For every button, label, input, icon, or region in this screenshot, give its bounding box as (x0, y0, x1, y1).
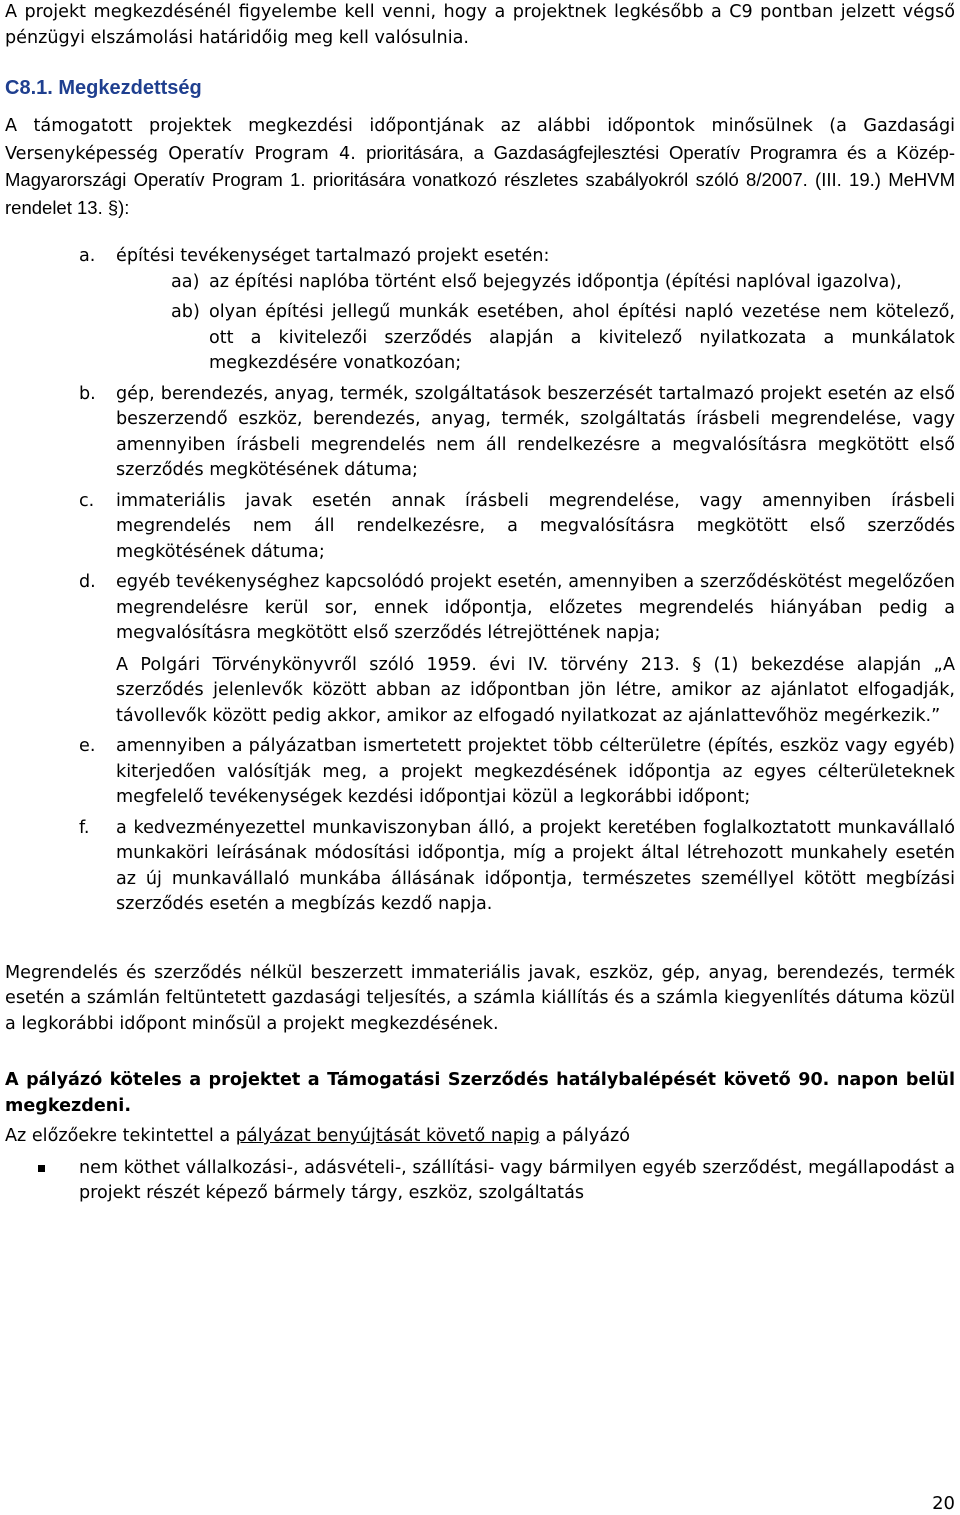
list-marker: e. (79, 736, 96, 756)
list-item-text: amennyiben a pályázatban ismertetett projektet több célterületre (építés, eszköz vagy egyéb) kiterjedően valósítják meg, a projekt megkezdésének időpontja az egyes célterületeknek megfelelő tevékenységek kezdési időpontjai közül a legkorábbi időpont; (116, 736, 955, 807)
bullet-item-text: nem köthet vállalkozási-, adásvételi-, szállítási- vagy bármilyen egyéb szerződést, megállapodást a projekt részét képező bármely tárgy, eszköz, szolgáltatás (79, 1157, 955, 1203)
section-intro-part2: prioritására, a Gazdaságfejlesztési Operatív Programra és a Közép-Magyarországi Operatív Program 1. prioritására vonatkozó részletes szabályokról szóló 8/2007. (III. 19.) MeHVM rendelet 13. §): (5, 141, 956, 218)
section-intro-paragraph (5, 114, 955, 222)
sub-item-aa (5, 270, 955, 296)
document-page (5, 0, 955, 1207)
list-item-d (5, 570, 955, 647)
list-item-text: építési tevékenységet tartalmazó projekt esetén: (116, 246, 550, 266)
restriction-intro-underlined: pályázat benyújtását követő napig (235, 1126, 540, 1146)
list-item-text: egyéb tevékenységhez kapcsolódó projekt esetén, amennyiben a szerződéskötést megelőzően megrendelésre kerül sor, ennek időpontja, előzetes megrendelés hiányában pedig a megvalósításra megkötött első szerződés létrejöttének napja; (116, 572, 955, 643)
civil-code-note: A Polgári Törvénykönyvről szóló 1959. évi IV. törvény 213. § (1) bekezdése alapján „A szerződés jelenlevők között abban az időpontban jön létre, amikor az ajánlatot elfogadják, távollevők között pedig akkor, amikor az elfogadó nyilatkozat az ajánlattevőhöz megérkezik.” (116, 654, 955, 726)
list-item-a (5, 244, 955, 270)
list-item-text: a kedvezményezettel munkaviszonyban álló, a projekt keretében foglalkoztatott munkavállaló munkaköri leírásának módosítási időpontja, míg a projekt által létrehozott munkahely esetén az új munkavállaló munkába állásának időpontja, természetes személlyel kötött megbízási szerződés esetén a megbízás kezdő napja. (116, 817, 955, 914)
list-item-e (5, 734, 955, 811)
restriction-intro-after: a pályázó (545, 1126, 630, 1146)
page-number: 20 (932, 1493, 955, 1514)
list-item-b (5, 382, 955, 484)
list-item-text: gép, berendezés, anyag, termék, szolgáltatások beszerzését tartalmazó projekt esetén az első beszerzendő eszköz, berendezés, anyag, termék, szolgáltatás írásbeli megrendelése, vagy amennyiben írásbeli megrendelés nem áll rendelkezésre a megvalósításra megkötött első szerződés megkötésének dátuma; (116, 383, 955, 480)
list-marker: f. (79, 817, 90, 838)
paragraph-acquisition: Megrendelés és szerződés nélkül beszerzett immateriális javak, eszköz, gép, anyag, berendezés, termék esetén a számlán feltüntetett gazdasági teljesítés, a számla kiállítás és a számla kiegyenlítés dátuma közül a legkorábbi időpont minősül a projekt megkezdésének. (5, 962, 955, 1034)
bullet-item (5, 1156, 955, 1207)
sub-marker: ab) (171, 302, 200, 322)
list-item-c (5, 489, 955, 566)
section-heading: C8.1. Megkezdettség (5, 77, 202, 99)
list-marker: d. (79, 572, 96, 592)
bold-obligation-statement: A pályázó köteles a projektet a Támogatási Szerződés hatálybalépését követő 90. napon belül megkezdeni. (5, 1070, 955, 1116)
list-item-text: immateriális javak esetén annak írásbeli megrendelése, vagy amennyiben írásbeli megrendelés nem áll rendelkezésre, a megvalósításra megkötött első szerződés megkötésének dátuma; (116, 490, 955, 562)
list-marker: c. (79, 490, 95, 511)
sub-item-text: olyan építési jellegű munkák esetében, ahol építési napló vezetése nem kötelező, ott a kivitelezői szerződés alapján a kivitelező nyilatkozata a munkálatok megkezdésére vonatkozóan; (209, 302, 955, 373)
restriction-intro-before: Az előzőekre tekintettel a (5, 1126, 231, 1146)
intro-paragraph: A projekt megkezdésénél figyelembe kell venni, hogy a projektnek legkésőbb a C9 pontban jelzett végső pénzügyi elszámolási határidőig meg kell valósulnia. (5, 2, 955, 48)
square-bullet-icon (38, 1165, 45, 1172)
sub-marker: aa) (171, 271, 200, 292)
list-marker: a. (79, 246, 96, 266)
list-marker: b. (79, 383, 96, 404)
sub-item-text: az építési naplóba történt első bejegyzés időpontja (építési naplóval igazolva), (209, 271, 902, 292)
sub-item-ab (5, 300, 955, 377)
restriction-intro (5, 1124, 955, 1150)
list-item-f (5, 816, 955, 918)
section-intro-part1: A támogatott projektek megkezdési időpontjának az alábbi időpontok minősülnek (a Gazdasági Versenyképesség Operatív Program 4. (5, 116, 955, 164)
